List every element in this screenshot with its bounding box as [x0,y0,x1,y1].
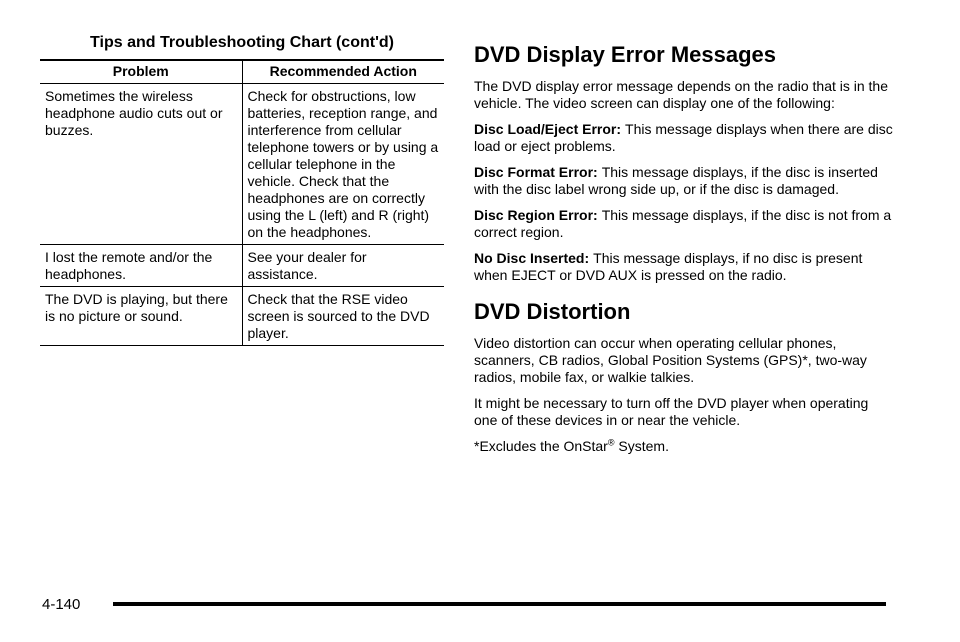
registered-mark: ® [607,437,615,448]
footnote-prefix: *Excludes the OnStar [474,438,608,454]
error-label: Disc Format Error: [474,164,598,180]
distortion-paragraph: It might be necessary to turn off the DVD player when operating one of these devices in or near the vehicle. [474,395,869,428]
error-text: This message displays, if the disc is not from a correct region. [474,207,892,240]
error-label: Disc Region Error: [474,207,598,223]
error-text: This message displays, if the disc is inserted with the disc label wrong side up, or if the disc is damaged. [474,164,878,197]
action-cell: See your dealer for assistance. [242,245,444,287]
page-number: 4-140 [42,596,81,613]
table-row [40,287,444,346]
dvd-distortion-heading: DVD Distortion [474,299,631,324]
troubleshooting-table [40,59,444,346]
error-label: No Disc Inserted: [474,250,590,266]
error-item-region [474,207,894,241]
error-label: Disc Load/Eject Error: [474,121,622,137]
dvd-errors-heading: DVD Display Error Messages [474,42,777,67]
error-item-format [474,164,894,198]
error-text: This message displays when there are disc load or eject problems. [474,121,893,154]
dvd-info-column [474,42,894,464]
header-problem: Problem [40,60,242,84]
troubleshooting-section [40,33,444,346]
chart-title: Tips and Troubleshooting Chart (cont'd) [90,34,394,51]
header-recommended-action: Recommended Action [242,60,444,84]
footnote [474,438,894,455]
error-text: This message displays, if no disc is present when EJECT or DVD AUX is pressed on the radio. [474,250,863,283]
table-row [40,84,444,245]
footnote-suffix: System. [614,438,669,454]
problem-cell: I lost the remote and/or the headphones. [40,245,242,287]
footer-rule [113,602,886,606]
table-header-row [40,60,444,84]
distortion-paragraph: Video distortion can occur when operating cellular phones, scanners, CB radios, Global Position Systems (GPS)*, two-way radios, mobile fax, or walkie talkies. [474,335,867,385]
error-item-load-eject [474,121,894,155]
problem-cell: The DVD is playing, but there is no picture or sound. [40,287,242,346]
table-row [40,245,444,287]
action-cell: Check that the RSE video screen is sourced to the DVD player. [242,287,444,346]
problem-cell: Sometimes the wireless headphone audio cuts out or buzzes. [40,84,242,245]
action-cell: Check for obstructions, low batteries, reception range, and interference from cellular telephone towers or by using a cellular telephone in the vehicle. Check that the headphones are on correctly using the L (left) and R (right) on the headphones. [242,84,444,245]
error-item-no-disc [474,250,894,284]
dvd-errors-intro: The DVD display error message depends on the radio that is in the vehicle. The video screen can display one of the following: [474,78,889,111]
